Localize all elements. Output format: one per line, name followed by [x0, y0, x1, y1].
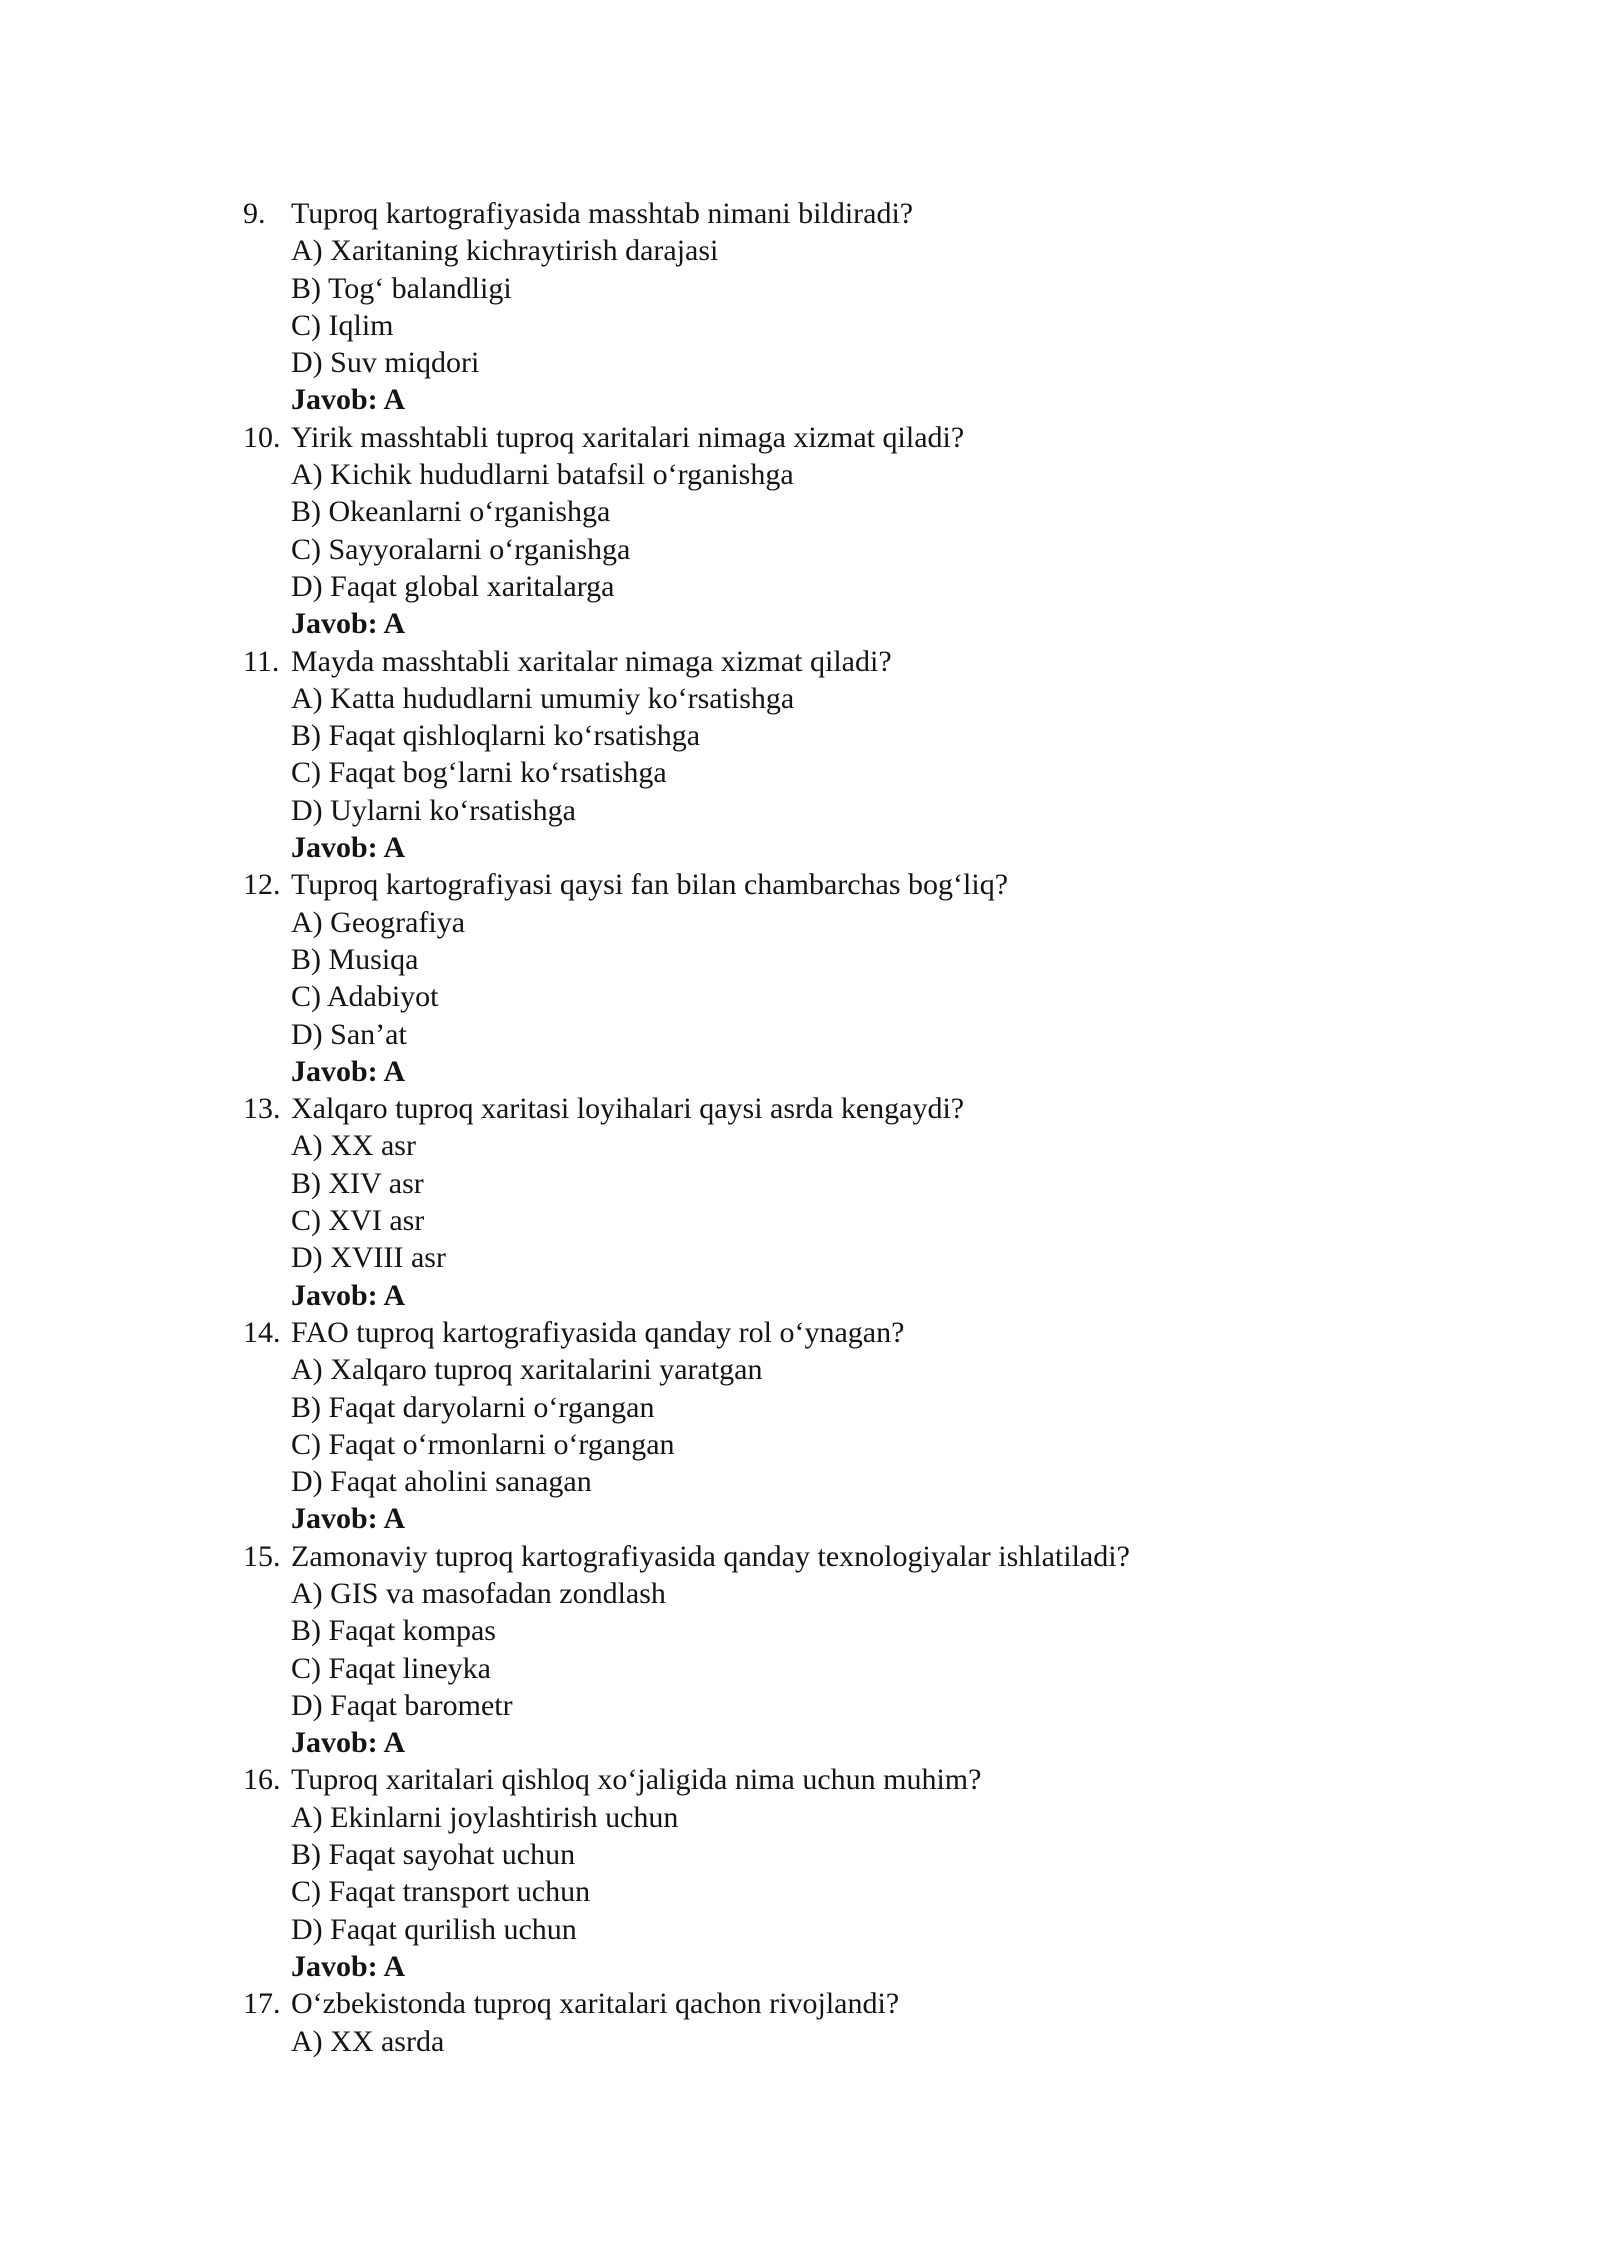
question-number: 16. — [243, 1763, 281, 1797]
answer-option: B) Tog‘ balandligi — [291, 271, 512, 305]
question-line — [243, 1538, 1543, 1575]
question-block — [243, 1538, 1543, 1762]
question-block — [243, 419, 1543, 643]
answer-option: C) Faqat lineyka — [291, 1651, 491, 1685]
question-block — [243, 643, 1543, 867]
answer-option: B) Faqat sayohat uchun — [291, 1838, 576, 1872]
answer-option: A) XX asrda — [291, 2024, 445, 2058]
answer-option: B) Okeanlarni o‘rganishga — [291, 495, 611, 529]
question-list — [243, 195, 1543, 2060]
question-line — [243, 195, 1543, 232]
question-block — [243, 1985, 1543, 2060]
question-line — [243, 643, 1543, 680]
correct-answer: Javob: A — [291, 831, 406, 865]
question-block — [243, 195, 1543, 419]
correct-answer: Javob: A — [291, 1502, 406, 1536]
answer-option: B) Faqat qishloqlarni ko‘rsatishga — [291, 719, 701, 753]
answer-option: D) Faqat global xaritalarga — [291, 569, 615, 603]
question-number: 15. — [243, 1539, 281, 1573]
answer-option: C) Faqat bog‘larni ko‘rsatishga — [291, 756, 667, 790]
correct-answer: Javob: A — [291, 1949, 406, 1983]
question-number: 14. — [243, 1315, 281, 1349]
question-line — [243, 419, 1543, 456]
answer-option: A) Geografiya — [291, 905, 466, 939]
answer-option: B) XIV asr — [291, 1166, 424, 1200]
question-block — [243, 1314, 1543, 1538]
question-block — [243, 866, 1543, 1090]
question-text: Tuproq kartografiyasida masshtab nimani bildiradi? — [291, 197, 914, 230]
answer-option: A) Xalqaro tuproq xaritalarini yaratgan — [291, 1353, 763, 1387]
question-block — [243, 1090, 1543, 1314]
answer-option: A) XX asr — [291, 1129, 416, 1163]
answer-option: B) Faqat daryolarni o‘rgangan — [291, 1390, 655, 1424]
question-text: Yirik masshtabli tuproq xaritalari nimaga xizmat qiladi? — [291, 420, 965, 454]
answer-option: C) Faqat o‘rmonlarni o‘rgangan — [291, 1427, 675, 1461]
answer-option: A) Ekinlarni joylashtirish uchun — [291, 1800, 679, 1834]
answer-option: A) Xaritaning kichraytirish darajasi — [291, 234, 719, 268]
question-line — [243, 1314, 1543, 1351]
question-number: 12. — [243, 868, 281, 902]
answer-option: D) Suv miqdori — [291, 346, 480, 380]
answer-option: B) Faqat kompas — [291, 1614, 496, 1648]
question-text: Xalqaro tuproq xaritasi loyihalari qaysi asrda kengaydi? — [291, 1092, 965, 1126]
question-number: 10. — [243, 420, 281, 454]
question-text: Tuproq xaritalari qishloq xo‘jaligida nima uchun muhim? — [291, 1763, 982, 1797]
answer-option: A) GIS va masofadan zondlash — [291, 1576, 666, 1610]
answer-option: D) San’at — [291, 1017, 407, 1051]
question-number: 17. — [243, 1987, 281, 2021]
question-text: Tuproq kartografiyasi qaysi fan bilan chambarchas bog‘liq? — [291, 868, 1009, 902]
question-text: FAO tuproq kartografiyasida qanday rol o‘ynagan? — [291, 1315, 905, 1349]
answer-option: B) Musiqa — [291, 942, 419, 976]
answer-option: D) Uylarni ko‘rsatishga — [291, 793, 576, 827]
answer-option: C) Adabiyot — [291, 980, 439, 1014]
answer-option: D) Faqat aholini sanagan — [291, 1465, 592, 1499]
question-text: O‘zbekistonda tuproq xaritalari qachon rivojlandi? — [291, 1987, 900, 2021]
question-text: Zamonaviy tuproq kartografiyasida qanday texnologiyalar ishlatiladi? — [291, 1539, 1130, 1573]
question-number: 13. — [243, 1092, 281, 1126]
answer-option: C) Sayyoralarni o‘rganishga — [291, 532, 631, 566]
question-line — [243, 1761, 1543, 1798]
correct-answer: Javob: A — [291, 1054, 406, 1088]
question-line — [243, 866, 1543, 903]
answer-option: C) Faqat transport uchun — [291, 1875, 591, 1909]
answer-option: A) Katta hududlarni umumiy ko‘rsatishga — [291, 681, 795, 715]
answer-option: D) XVIII asr — [291, 1241, 446, 1275]
answer-option: C) Iqlim — [291, 308, 394, 342]
correct-answer: Javob: A — [291, 1726, 406, 1760]
answer-option: C) XVI asr — [291, 1204, 425, 1238]
question-text: Mayda masshtabli xaritalar nimaga xizmat qiladi? — [291, 644, 892, 678]
question-line — [243, 1985, 1543, 2022]
answer-option: A) Kichik hududlarni batafsil o‘rganishga — [291, 458, 794, 492]
answer-option: D) Faqat barometr — [291, 1688, 513, 1722]
question-number: 11. — [243, 644, 280, 678]
correct-answer: Javob: A — [291, 383, 406, 417]
question-number: 9. — [243, 197, 266, 230]
question-line — [243, 1090, 1543, 1127]
correct-answer: Javob: A — [291, 607, 406, 641]
answer-option: D) Faqat qurilish uchun — [291, 1912, 577, 1946]
correct-answer: Javob: A — [291, 1278, 406, 1312]
question-block — [243, 1761, 1543, 1985]
